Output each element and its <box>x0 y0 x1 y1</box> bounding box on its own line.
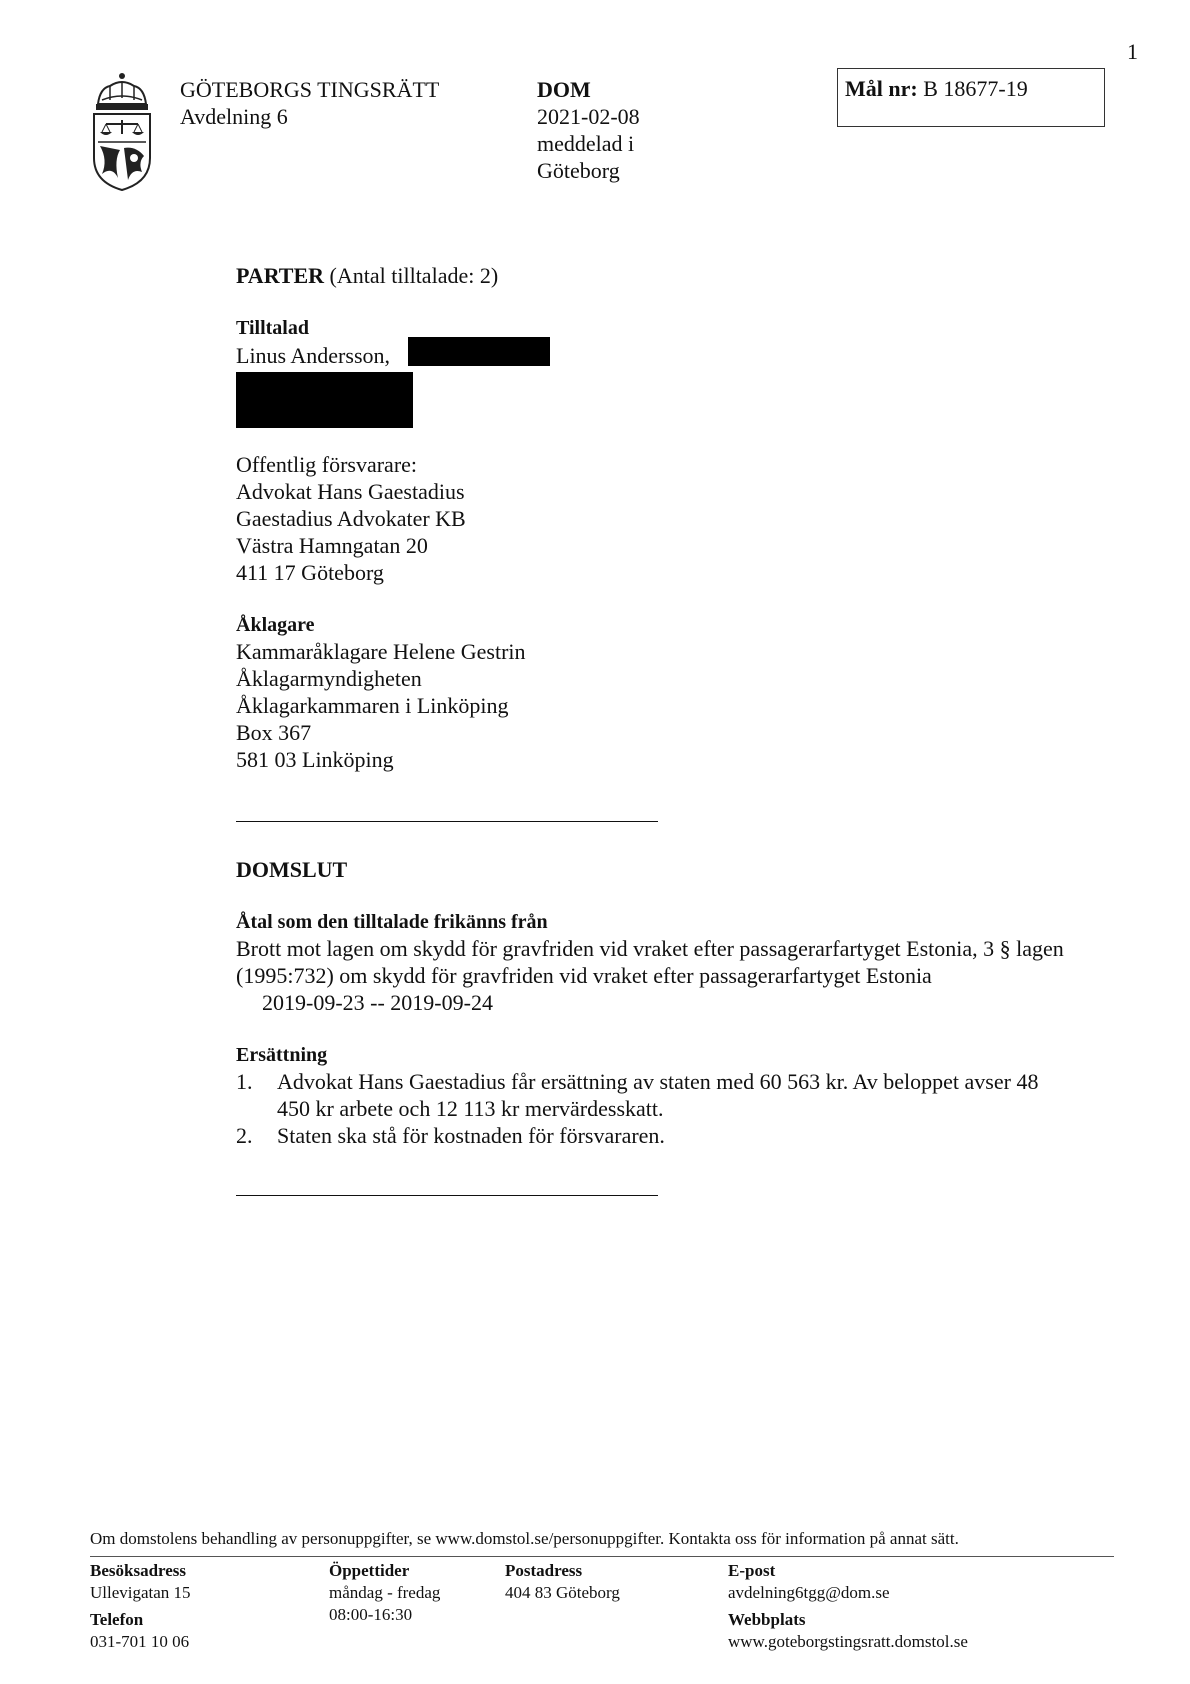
issued-line-2: Göteborg <box>537 158 620 183</box>
email-link[interactable]: avdelning6tgg@dom.se <box>728 1583 890 1602</box>
footer-divider <box>90 1556 1114 1557</box>
prosecutor-line: 581 03 Linköping <box>236 747 394 772</box>
list-item-number: 2. <box>236 1123 253 1148</box>
web-link[interactable]: www.goteborgstingsratt.domstol.se <box>728 1632 968 1651</box>
domslut-heading: DOMSLUT <box>236 857 348 882</box>
charge-line-2: (1995:732) om skydd för gravfriden vid vraket efter passagerarfartyget Estonia <box>236 963 932 988</box>
list-item-line: 450 kr arbete och 12 113 kr mervärdesskatt. <box>277 1096 664 1121</box>
redaction-bar <box>408 337 550 366</box>
hours-label: Öppettider <box>329 1561 410 1580</box>
footer-postal-column <box>505 1560 620 1604</box>
case-number: B 18677-19 <box>923 76 1028 101</box>
prosecutor-label: Åklagare <box>236 614 315 636</box>
prosecutor-block <box>236 638 526 773</box>
section-divider <box>236 1195 658 1196</box>
web-label: Webbplats <box>728 1610 806 1629</box>
defender-line: Advokat Hans Gaestadius <box>236 479 465 504</box>
parter-count-note: (Antal tilltalade: 2) <box>329 263 499 288</box>
footer-hours-column <box>329 1560 440 1626</box>
court-crest-icon <box>88 70 156 192</box>
court-division: Avdelning 6 <box>180 104 288 129</box>
prosecutor-line: Kammaråklagare Helene Gestrin <box>236 639 526 664</box>
defender-line: 411 17 Göteborg <box>236 560 384 585</box>
hours-days: måndag - fredag <box>329 1583 441 1602</box>
parter-heading-line <box>236 262 498 289</box>
prosecutor-line: Åklagarmyndigheten <box>236 666 422 691</box>
issued-line-1: meddelad i <box>537 131 635 156</box>
hours-time: 08:00-16:30 <box>329 1605 413 1624</box>
charge-dates: 2019-09-23 -- 2019-09-24 <box>262 990 493 1015</box>
court-name: GÖTEBORGS TINGSRÄTT <box>180 77 440 102</box>
prosecutor-line: Box 367 <box>236 720 312 745</box>
document-type: DOM <box>537 77 591 102</box>
judgment-date: 2021-02-08 <box>537 104 640 129</box>
case-number-box <box>837 68 1105 127</box>
list-item-line: Staten ska stå för kostnaden för försvararen. <box>277 1123 665 1148</box>
list-item-line: Advokat Hans Gaestadius får ersättning av staten med 60 563 kr. Av beloppet avser 48 <box>277 1069 1039 1094</box>
case-number-label: Mål nr: <box>845 76 918 101</box>
visit-label: Besöksadress <box>90 1561 187 1580</box>
defendant-name: Linus Andersson, <box>236 343 390 368</box>
defender-line: Västra Hamngatan 20 <box>236 533 428 558</box>
defender-block <box>236 451 466 586</box>
prosecutor-line: Åklagarkammaren i Linköping <box>236 693 509 718</box>
page-number: 1 <box>1127 39 1138 64</box>
footer-contact-column <box>728 1560 968 1653</box>
privacy-note: Om domstolens behandling av personuppgifter, se www.domstol.se/personuppgifter. Kontakta oss för information på annat sätt. <box>90 1529 959 1548</box>
list-item-number: 1. <box>236 1069 253 1094</box>
defendant-label: Tilltalad <box>236 317 309 339</box>
visit-address: Ullevigatan 15 <box>90 1583 191 1602</box>
charge-line-1: Brott mot lagen om skydd för gravfriden vid vraket efter passagerarfartyget Estonia, 3 § lagen <box>236 936 1064 961</box>
email-label: E-post <box>728 1561 776 1580</box>
postal-label: Postadress <box>505 1561 583 1580</box>
phone-label: Telefon <box>90 1610 144 1629</box>
postal-address: 404 83 Göteborg <box>505 1583 620 1602</box>
phone-number: 031-701 10 06 <box>90 1632 190 1651</box>
section-divider <box>236 821 658 822</box>
footer-visit-column <box>90 1560 191 1653</box>
redaction-block <box>236 372 413 428</box>
parter-heading: PARTER <box>236 263 325 288</box>
compensation-heading: Ersättning <box>236 1044 328 1066</box>
defender-line: Offentlig försvarare: <box>236 452 418 477</box>
defender-line: Gaestadius Advokater KB <box>236 506 466 531</box>
acquittal-heading: Åtal som den tilltalade frikänns från <box>236 911 548 933</box>
